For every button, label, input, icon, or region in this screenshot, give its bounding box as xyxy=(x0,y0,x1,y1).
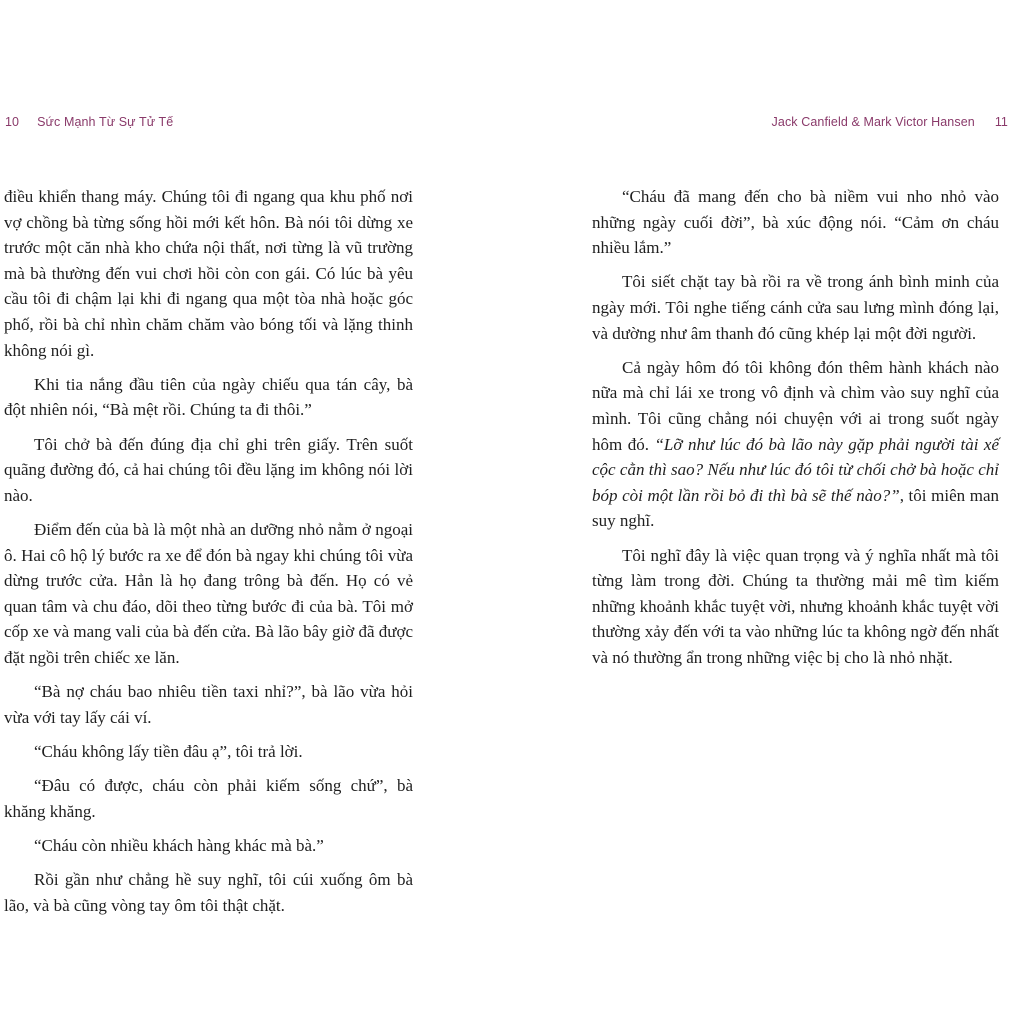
paragraph: Tôi chở bà đến đúng địa chỉ ghi trên giấy. Trên suốt quãng đường đó, cả hai chúng tôi đều lặng im không nói lời nào. xyxy=(4,434,413,505)
paragraph: “Cháu còn nhiều khách hàng khác mà bà.” xyxy=(34,835,324,855)
author-names: Jack Canfield & Mark Victor Hansen xyxy=(771,115,975,129)
left-page-number: 10 xyxy=(5,115,20,129)
paragraph: Rồi gần như chẳng hề suy nghĩ, tôi cúi xuống ôm bà lão, và bà cũng vòng tay ôm tôi thật chặt. xyxy=(4,870,413,915)
paragraph-text: , tôi miên man suy nghĩ. xyxy=(592,485,999,531)
book-title: Sức Mạnh Từ Sự Tử Tế xyxy=(37,115,174,129)
paragraph: Tôi siết chặt tay bà rồi ra về trong ánh bình minh của ngày mới. Tôi nghe tiếng cánh cửa sau lưng mình đóng lại, và dường như âm thanh đó cũng khép lại một đời người. xyxy=(592,272,999,343)
paragraph: Điểm đến của bà là một nhà an dưỡng nhỏ nằm ở ngoại ô. Hai cô hộ lý bước ra xe để đón bà ngay khi chúng tôi vừa dừng trước cửa. Hẳn là họ đang trông bà đến. Họ có vẻ quan tâm và chu đáo, dõi theo từng bước đi của bà. Tôi mở cốp xe và mang vali của bà đến cửa. Bà lão bây giờ đã được đặt ngồi trên chiếc xe lăn. xyxy=(4,519,413,667)
paragraph: Tôi nghĩ đây là việc quan trọng và ý nghĩa nhất mà tôi từng làm trong đời. Chúng ta thường mải mê tìm kiếm những khoảnh khắc tuyệt vời, nhưng khoảnh khắc tuyệt vời thường xảy đến với ta vào những lúc ta không ngờ đến nhất và nó thường ẩn trong những việc bị cho là nhỏ nhặt. xyxy=(592,545,999,667)
paragraph: “Cháu đã mang đến cho bà niềm vui nho nhỏ vào những ngày cuối đời”, bà xúc động nói. “Cảm ơn cháu nhiều lắm.” xyxy=(592,187,999,258)
paragraph: “Đâu có được, cháu còn phải kiếm sống chứ”, bà khăng khăng. xyxy=(4,776,413,821)
paragraph: “Cháu không lấy tiền đâu ạ”, tôi trả lời. xyxy=(34,741,303,761)
paragraph-text: Cả ngày hôm đó tôi không đón thêm hành khách nào nữa mà chỉ lái xe trong vô định và chìm vào suy nghĩ của mình. Tôi cũng chẳng nói chuyện với ai trong suốt ngày hôm đó. xyxy=(592,357,999,454)
paragraph: điều khiển thang máy. Chúng tôi đi ngang qua khu phố nơi vợ chồng bà từng sống hồi mới kết hôn. Bà nói tôi dừng xe trước một căn nhà kho chứa nội thất, nơi từng là vũ trường mà bà thường đến vui chơi hồi còn con gái. Có lúc bà yêu cầu tôi đi chậm lại khi đi ngang qua một tòa nhà hoặc góc phố, rồi bà chỉ nhìn chăm chăm vào bóng tối và lặng thinh không nói gì. xyxy=(4,187,413,360)
left-running-head xyxy=(5,115,173,129)
paragraph-with-italic-thought xyxy=(592,355,999,534)
right-running-head xyxy=(772,115,1008,129)
paragraph: “Bà nợ cháu bao nhiêu tiền taxi nhỉ?”, bà lão vừa hỏi vừa với tay lấy cái ví. xyxy=(4,682,413,727)
italic-thought: “Lỡ như lúc đó bà lão này gặp phải người tài xế cộc cằn thì sao? Nếu như lúc đó tôi từ chối chở bà hoặc chỉ bóp còi một lần rồi bỏ đi thì bà sẽ thế nào?” xyxy=(592,434,999,505)
right-body-text xyxy=(592,184,999,670)
right-page-number: 11 xyxy=(994,115,1008,129)
paragraph: Khi tia nắng đầu tiên của ngày chiếu qua tán cây, bà đột nhiên nói, “Bà mệt rồi. Chúng ta đi thôi.” xyxy=(4,374,413,420)
left-body-text xyxy=(4,184,413,918)
right-page xyxy=(512,0,1024,1024)
